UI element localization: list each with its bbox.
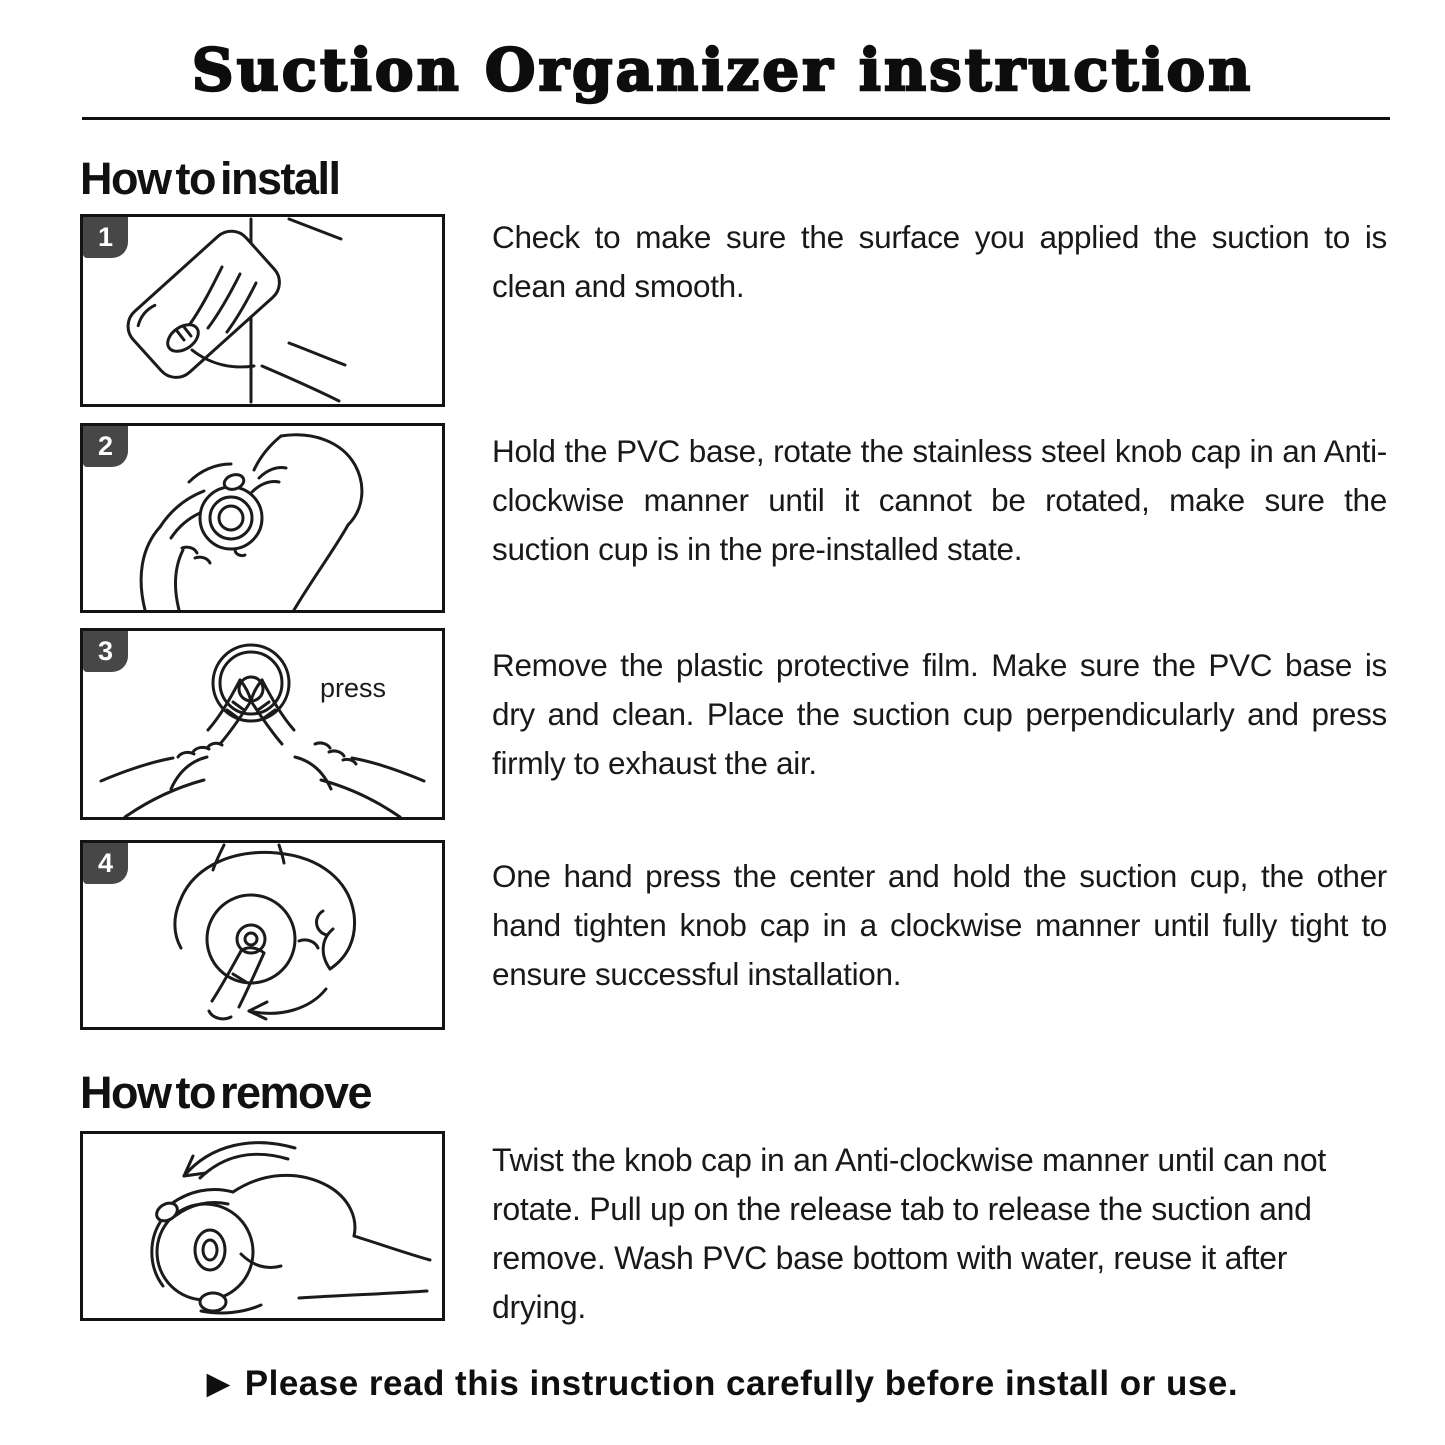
wipe-surface-illustration — [83, 217, 442, 404]
step-number-badge: 2 — [83, 426, 128, 467]
remove-step-text: Twist the knob cap in an Anti-clockwise manner until can not rotate. Pull up on the release tab to release the suction and remove. Wash PVC base bottom with water, reuse it after drying. — [492, 1142, 1327, 1325]
step-4-text: One hand press the center and hold the suction cup, the other hand tighten knob cap in a clockwise manner until fully tight to ensure successful installation. — [492, 858, 1387, 992]
step-number-badge: 4 — [83, 843, 128, 884]
twist-remove-illustration — [83, 1134, 442, 1318]
footer-text: Please read this instruction carefully before install or use. — [244, 1364, 1239, 1403]
page-title: Suction Organizer instruction — [191, 36, 1254, 104]
step-number-badge: 1 — [83, 217, 128, 258]
step-1-illustration-box — [80, 214, 445, 407]
step-3-text: Remove the plastic protective film. Make sure the PVC base is dry and clean. Place the suction cup perpendicularly and press firmly to exhaust the air. — [492, 647, 1387, 781]
remove-section-heading: How to remove — [80, 1067, 372, 1118]
step-4-illustration-box — [80, 840, 445, 1030]
step-2-text: Hold the PVC base, rotate the stainless steel knob cap in an Anti-clockwise manner until it cannot be rotated, make sure the suction cup is in the pre-installed state. — [492, 433, 1387, 567]
press-suction-cup-illustration — [83, 631, 442, 817]
press-label: press — [320, 673, 387, 703]
step-number-badge: 3 — [83, 631, 128, 672]
install-section-heading: How to install — [80, 153, 340, 204]
rotate-knob-illustration — [83, 426, 442, 610]
tighten-knob-illustration — [83, 843, 442, 1027]
footer-note — [0, 1362, 1445, 1406]
step-3-illustration-box — [80, 628, 445, 820]
remove-illustration-box — [80, 1131, 445, 1321]
footer-arrow-icon: ▶ — [206, 1368, 230, 1400]
title-divider — [82, 117, 1390, 120]
step-2-illustration-box — [80, 423, 445, 613]
step-1-text: Check to make sure the surface you applied the suction to is clean and smooth. — [492, 219, 1387, 304]
